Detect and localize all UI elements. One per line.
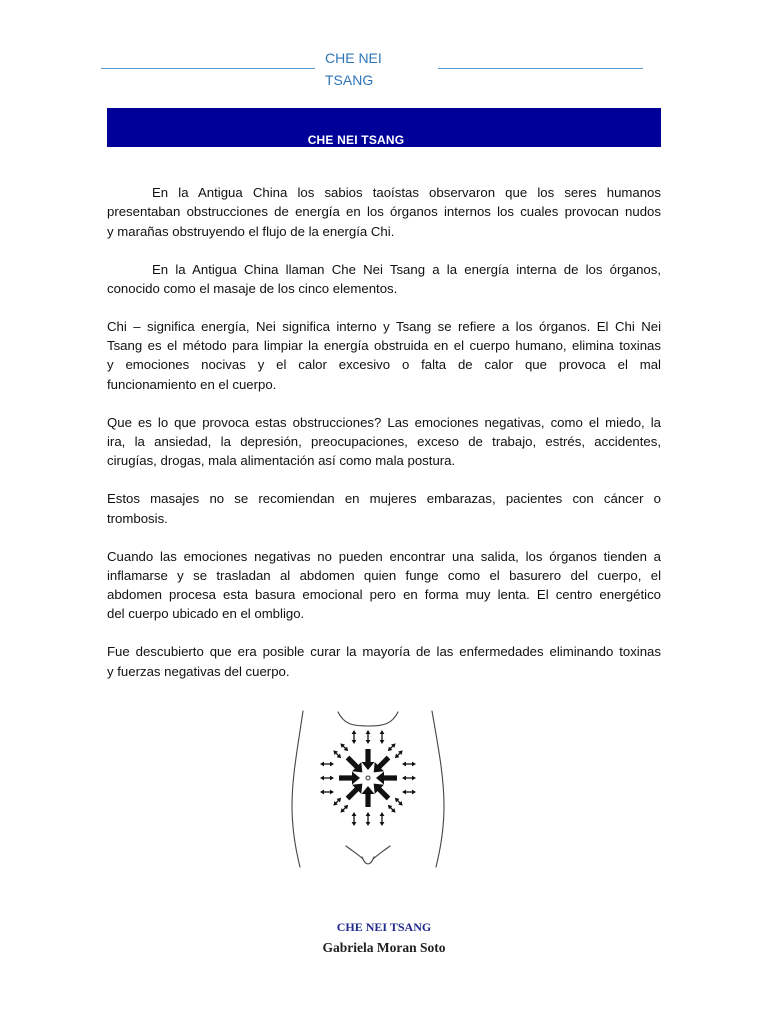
groin-left-line [346,846,363,859]
energy-arrows [320,730,416,826]
paragraph-line: del cuerpo ubicado en el ombligo. [107,606,305,622]
torso-left-outline [292,711,303,867]
paragraph-line: ira, la ansiedad, la depresión, preocupaciones, exceso de trabajo, estrés, accidentes, [107,434,661,450]
outward-small-arrow-icon [380,812,385,826]
paragraph [107,642,661,681]
outward-small-arrow-icon [366,812,371,826]
paragraph [107,547,661,624]
paragraph [107,317,661,394]
inward-arrow-icon [362,786,375,807]
paragraph [107,489,661,528]
paragraph-line: inflamarse y se trasladan al abdomen quien funge como el basurero del cuerpo, el [107,567,661,583]
title-banner [107,108,661,147]
abdomen-massage-diagram-icon [288,706,448,872]
paragraph-line: Chi – significa energía, Nei significa interno y Tsang se refiere a los órganos. El Chi Nei [107,318,661,334]
paragraph [107,413,661,471]
paragraph-line: conocido como el masaje de los cinco elementos. [107,280,398,296]
inward-arrow-icon [376,772,397,785]
torso-diagram-svg [288,706,448,872]
outward-small-arrow-icon [402,762,416,767]
outward-small-arrow-icon [332,749,343,760]
paragraph-line: Tsang es el método para limpiar la energía obstruida en el cuerpo humano, elimina toxinas [107,338,661,354]
paragraph-line: y marañas obstruyendo el flujo de la energía Chi. [107,223,395,239]
navel-icon [366,776,370,780]
outward-small-arrow-icon [393,796,404,807]
inward-arrow-icon [343,779,367,803]
outward-small-arrow-icon [366,730,371,744]
paragraph-line: trombosis. [107,510,168,526]
paragraph-line: presentaban obstrucciones de energía en los órganos internos los cuales provocan nudos [107,204,661,220]
paragraph-line: abdomen procesa esta basura emocional pero en forma muy lenta. El centro energético [107,587,661,603]
outward-small-arrow-icon [332,796,343,807]
outward-small-arrow-icon [386,742,397,753]
outward-small-arrow-icon [352,812,357,826]
header-rule-left [101,68,315,69]
paragraph-line: cirugías, drogas, mala alimentación así como mala postura. [107,453,456,469]
outward-small-arrow-icon [352,730,357,744]
footer-title: CHE NEI TSANG [336,920,432,934]
paragraph-line: funcionamiento en el cuerpo. [107,376,277,392]
outward-small-arrow-icon [386,803,397,814]
inward-arrow-icon [369,753,393,777]
groin-right-line [373,846,390,859]
body-text [107,183,661,700]
header-title: CHE NEI TSANG [325,50,382,88]
ribcage-arch [338,712,398,726]
paragraph-line: Que es lo que provoca estas obstrucciones? Las emociones negativas, como el miedo, la [107,414,661,430]
outward-small-arrow-icon [402,776,416,781]
inward-arrow-icon [362,749,375,770]
paragraph-line: y fuerzas negativas del cuerpo. [107,663,290,679]
paragraph-line: Cuando las emociones negativas no pueden encontrar una salida, los órganos tienden a [107,548,661,564]
inward-arrow-icon [339,772,360,785]
outward-small-arrow-icon [393,749,404,760]
paragraph-line: Fue descubierto que era posible curar la mayoría de las enfermedades eliminando toxinas [107,644,661,660]
paragraph-line: En la Antigua China los sabios taoístas observaron que los seres humanos [152,185,661,200]
crotch-curve [362,857,374,864]
header-rule-right [438,68,643,69]
outward-small-arrow-icon [380,730,385,744]
outward-small-arrow-icon [320,762,334,767]
outward-small-arrow-icon [320,776,334,781]
paragraph-line: Estos masajes no se recomiendan en mujeres embarazas, pacientes con cáncer o [107,491,661,507]
outward-small-arrow-icon [339,803,350,814]
banner-title: CHE NEI TSANG [307,133,405,147]
paragraph-line: En la Antigua China llaman Che Nei Tsang a la energía interna de los órganos, [152,261,661,277]
inward-arrow-icon [369,779,393,803]
outward-small-arrow-icon [320,790,334,795]
paragraph-line: y emociones nocivas y el calor excesivo o falta de calor que provoca el mal [107,357,661,373]
paragraph [107,183,661,241]
outward-small-arrow-icon [339,742,350,753]
torso-right-outline [432,711,444,867]
footer-author: Gabriela Moran Soto [322,940,446,955]
inward-arrow-icon [343,753,367,777]
paragraph [107,260,661,299]
outward-small-arrow-icon [402,790,416,795]
